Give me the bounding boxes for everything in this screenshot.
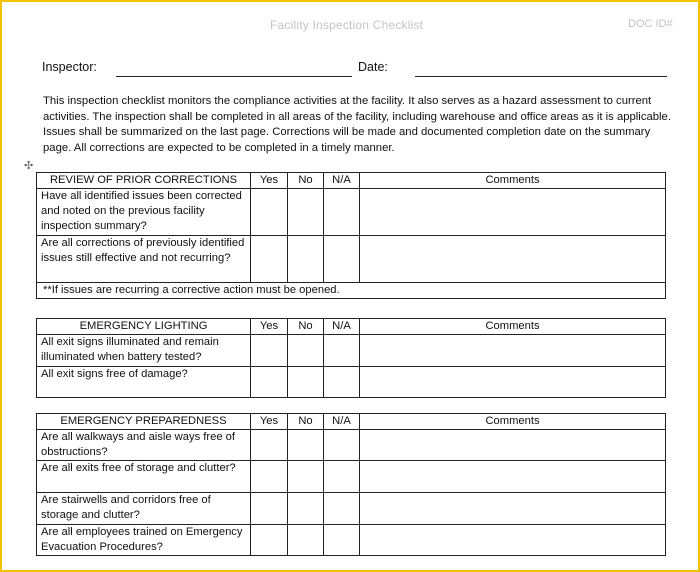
section-title: REVIEW OF PRIOR CORRECTIONS — [37, 173, 251, 189]
note-row — [37, 283, 666, 299]
na-cell[interactable] — [324, 335, 360, 367]
table-row — [37, 430, 666, 461]
yes-cell[interactable] — [251, 461, 288, 493]
document-id: DOC ID# — [628, 18, 673, 30]
date-label: Date: — [358, 60, 388, 74]
no-cell[interactable] — [288, 335, 324, 367]
na-cell[interactable] — [324, 493, 360, 525]
question-text: Are all walkways and aisle ways free of obstructions? — [37, 430, 251, 461]
intro-paragraph: This inspection checklist monitors the compliance activities at the facility. It also serves as a hazard assessment to current activities. The inspection shall be completed in all areas of the facility, including warehouse and office areas as it is applicable. Issues shall be summarized on the last page. Corrections will be made and documented completion date on the summary page. All corrections are expected to be completed in a timely manner. — [43, 95, 671, 154]
comments-cell[interactable] — [360, 461, 666, 493]
column-comments: Comments — [360, 173, 666, 189]
column-comments: Comments — [360, 414, 666, 430]
column-yes: Yes — [251, 414, 288, 430]
yes-cell[interactable] — [251, 335, 288, 367]
section-table-prior-corrections — [36, 172, 666, 299]
column-no: No — [288, 173, 324, 189]
no-cell[interactable] — [288, 236, 324, 283]
na-cell[interactable] — [324, 461, 360, 493]
inspector-date-row — [42, 60, 672, 80]
table-move-handle-icon[interactable]: ✣ — [24, 160, 34, 172]
na-cell[interactable] — [324, 525, 360, 556]
na-cell[interactable] — [324, 189, 360, 236]
no-cell[interactable] — [288, 493, 324, 525]
na-cell[interactable] — [324, 236, 360, 283]
comments-cell[interactable] — [360, 493, 666, 525]
no-cell[interactable] — [288, 461, 324, 493]
question-text: Are stairwells and corridors free of storage and clutter? — [37, 493, 251, 525]
column-no: No — [288, 319, 324, 335]
yes-cell[interactable] — [251, 189, 288, 236]
question-text: Are all corrections of previously identified issues still effective and not recurring? — [37, 236, 251, 283]
section-title: EMERGENCY PREPAREDNESS — [37, 414, 251, 430]
table-row — [37, 493, 666, 525]
column-yes: Yes — [251, 173, 288, 189]
comments-cell[interactable] — [360, 189, 666, 236]
comments-cell[interactable] — [360, 525, 666, 556]
comments-cell[interactable] — [360, 236, 666, 283]
yes-cell[interactable] — [251, 367, 288, 398]
question-text: Are all employees trained on Emergency Evacuation Procedures? — [37, 525, 251, 556]
section-header-row — [37, 173, 666, 189]
no-cell[interactable] — [288, 525, 324, 556]
recurring-issue-note: **If issues are recurring a corrective action must be opened. — [37, 283, 666, 299]
yes-cell[interactable] — [251, 493, 288, 525]
comments-cell[interactable] — [360, 335, 666, 367]
na-cell[interactable] — [324, 430, 360, 461]
no-cell[interactable] — [288, 367, 324, 398]
column-na: N/A — [324, 173, 360, 189]
section-table-emergency-preparedness — [36, 413, 666, 556]
column-comments: Comments — [360, 319, 666, 335]
question-text: All exit signs illuminated and remain illuminated when battery tested? — [37, 335, 251, 367]
date-field[interactable] — [415, 76, 667, 77]
column-yes: Yes — [251, 319, 288, 335]
section-header-row — [37, 414, 666, 430]
question-text: All exit signs free of damage? — [37, 367, 251, 398]
table-row — [37, 525, 666, 556]
no-cell[interactable] — [288, 430, 324, 461]
table-row — [37, 367, 666, 398]
column-na: N/A — [324, 414, 360, 430]
no-cell[interactable] — [288, 189, 324, 236]
table-row — [37, 189, 666, 236]
yes-cell[interactable] — [251, 525, 288, 556]
section-table-emergency-lighting — [36, 318, 666, 398]
table-row — [37, 335, 666, 367]
column-no: No — [288, 414, 324, 430]
comments-cell[interactable] — [360, 430, 666, 461]
na-cell[interactable] — [324, 367, 360, 398]
question-text: Have all identified issues been corrected and noted on the previous facility inspection summary? — [37, 189, 251, 236]
table-row — [37, 236, 666, 283]
question-text: Are all exits free of storage and clutter? — [37, 461, 251, 493]
document-title: Facility Inspection Checklist — [270, 18, 424, 32]
table-row — [37, 461, 666, 493]
inspector-label: Inspector: — [42, 60, 97, 74]
column-na: N/A — [324, 319, 360, 335]
inspector-field[interactable] — [116, 76, 352, 77]
yes-cell[interactable] — [251, 236, 288, 283]
section-header-row — [37, 319, 666, 335]
yes-cell[interactable] — [251, 430, 288, 461]
section-title: EMERGENCY LIGHTING — [37, 319, 251, 335]
comments-cell[interactable] — [360, 367, 666, 398]
